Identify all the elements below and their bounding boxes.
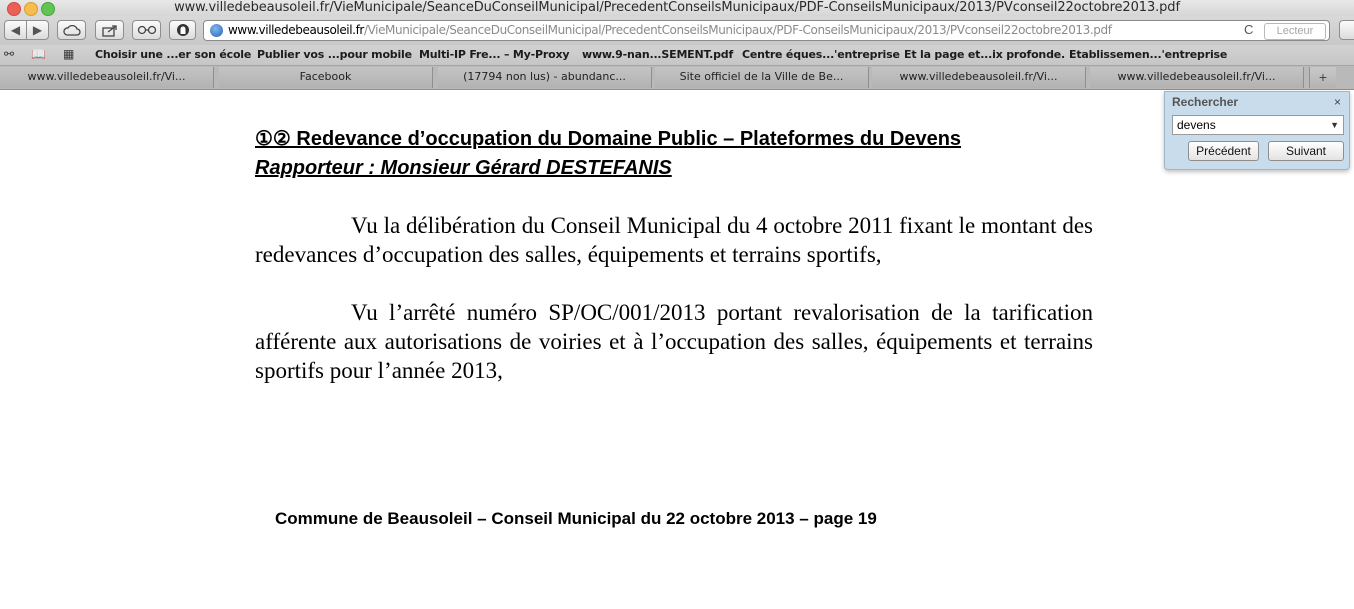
rapporteur-line: Rapporteur : Monsieur Gérard DESTEFANIS xyxy=(255,157,672,179)
browser-toolbar xyxy=(0,16,1354,45)
window-title: www.villedebeausoleil.fr/VieMunicipale/SeanceDuConseilMunicipal/PrecedentConseilsMunicipaux/PDF-ConseilsMunicipaux/2013/PVconseil22octobre2013.pdf xyxy=(174,0,1180,15)
top-sites-grid-icon[interactable]: ▦ xyxy=(63,47,75,61)
share-button[interactable] xyxy=(95,20,124,40)
toolbar-extra-button[interactable] xyxy=(1339,20,1354,40)
paragraph: Vu la délibération du Conseil Municipal du 4 octobre 2011 fixant le montant des redevances d’occupation des salles, équipements et terrains sportifs, xyxy=(255,213,1093,267)
title-bar xyxy=(0,0,1354,16)
chevron-down-icon[interactable]: ▼ xyxy=(1330,120,1339,130)
browser-tab[interactable]: www.villedebeausoleil.fr/Vi... xyxy=(0,67,214,88)
section-heading: ①② Redevance d’occupation du Domaine Public – Plateformes du Devens xyxy=(255,128,962,150)
forward-button[interactable] xyxy=(26,20,49,40)
bookmarks-bar xyxy=(0,45,1354,66)
icloud-tabs-button[interactable] xyxy=(57,20,86,40)
find-panel xyxy=(1164,91,1350,170)
browser-tab[interactable]: www.villedebeausoleil.fr/Vi... xyxy=(1090,67,1304,88)
browser-tab[interactable]: www.villedebeausoleil.fr/Vi... xyxy=(872,67,1086,88)
browser-tab[interactable]: (17794 non lus) - abundanc... xyxy=(438,67,652,88)
address-bar[interactable] xyxy=(203,20,1330,41)
bookmark-item[interactable]: Multi-IP Fre... – My-Proxy xyxy=(419,48,570,61)
find-query: devens xyxy=(1177,118,1216,132)
globe-icon xyxy=(210,24,223,37)
bookmark-item[interactable]: Choisir une ...er son école xyxy=(95,48,252,61)
bookmark-item[interactable]: Et la page et...ix profonde. xyxy=(904,48,1065,61)
ghostery-button[interactable] xyxy=(169,20,196,40)
find-previous-button[interactable]: Précédent xyxy=(1188,141,1259,161)
url-path: /VieMunicipale/SeanceDuConseilMunicipal/PrecedentConseilsMunicipaux/PDF-ConseilsMunicipaux/2013/PVconseil22octobre2013.pdf xyxy=(363,23,1112,37)
find-panel-title: Rechercher xyxy=(1172,95,1239,109)
reload-icon[interactable]: C xyxy=(1244,22,1254,37)
forward-arrow-icon: ▶ xyxy=(32,23,43,37)
paragraph: Vu l’arrêté numéro SP/OC/001/2013 portant revalorisation de la tarification afférente aux autorisations de voiries et à l’occupation des salles, équipements et terrains sportifs pour l’année 2013, xyxy=(255,300,1093,383)
cloud-icon xyxy=(63,24,81,36)
browser-tab[interactable]: Facebook xyxy=(219,67,433,88)
share-icon xyxy=(102,24,118,37)
reading-list-glasses-icon[interactable]: ⚯ xyxy=(4,47,15,61)
reading-list-button[interactable] xyxy=(132,20,161,40)
back-button[interactable] xyxy=(4,20,27,40)
address-text[interactable] xyxy=(228,21,1112,40)
bookmark-item[interactable]: Publier vos ...pour mobile xyxy=(257,48,412,61)
find-next-button[interactable]: Suivant xyxy=(1268,141,1344,161)
ghost-icon xyxy=(176,23,190,37)
new-tab-button[interactable] xyxy=(1309,67,1336,88)
reader-button[interactable]: Lecteur xyxy=(1264,23,1326,40)
bookmark-item[interactable]: Etablissemen...'entreprise xyxy=(1069,48,1228,61)
bookmark-item[interactable]: www.9-nan...SEMENT.pdf xyxy=(582,48,734,61)
browser-tab[interactable]: Site officiel de la Ville de Be... xyxy=(655,67,869,88)
plus-icon: + xyxy=(1318,69,1328,85)
tab-bar xyxy=(0,66,1354,90)
bookmarks-book-icon[interactable]: 📖 xyxy=(31,47,46,61)
url-domain: www.villedebeausoleil.fr xyxy=(228,23,364,37)
close-icon[interactable]: × xyxy=(1333,95,1341,109)
find-search-input[interactable] xyxy=(1172,115,1344,135)
glasses-icon xyxy=(137,25,157,35)
bookmark-item[interactable]: Centre éques...'entreprise xyxy=(742,48,900,61)
back-arrow-icon: ◀ xyxy=(10,23,21,37)
page-footer: Commune de Beausoleil – Conseil Municipal du 22 octobre 2013 – page 19 xyxy=(275,509,877,528)
